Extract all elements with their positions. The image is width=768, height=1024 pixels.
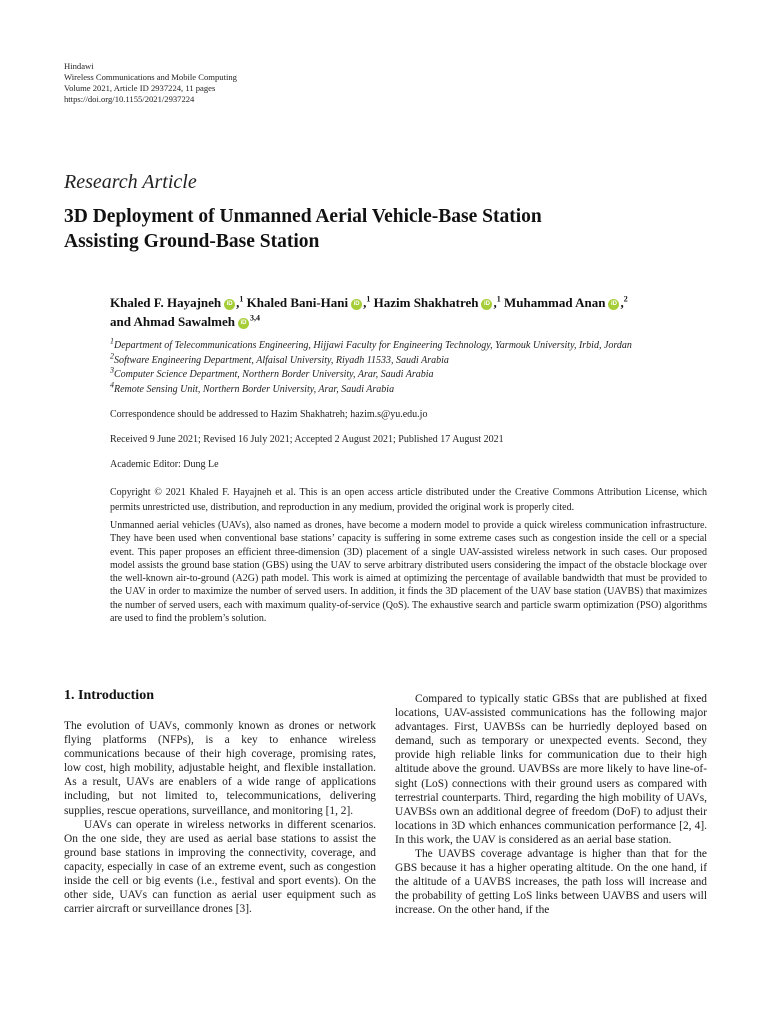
affiliation-text: Department of Telecommunications Engineering, Hijjawi Faculty for Engineering Technology, Yarmouk University, Irbid, Jordan — [114, 340, 632, 351]
author-name[interactable]: Khaled Bani-Hani — [246, 295, 349, 310]
body-paragraph: UAVs can operate in wireless networks in different scenarios. On the one side, they are used as aerial base stations to assist the ground base stations in improving the connectivity, coverage, and capacity, especially in case of an extreme event, such as congestion inside the cell or big events (i.e., festival and sport events). On the other side, UAVs can function as aerial user equipment such as carrier aircraft or surveillance drones [3]. — [64, 818, 376, 916]
affiliations — [110, 336, 720, 397]
affiliation-number: 1 — [110, 336, 114, 346]
author-separator: , — [493, 295, 497, 310]
affiliation-number: 3 — [110, 365, 114, 375]
affiliation-text: Computer Science Department, Northern Border University, Arar, Saudi Arabia — [114, 369, 434, 381]
orcid-icon[interactable]: iD — [224, 299, 235, 310]
orcid-icon[interactable]: iD — [481, 299, 492, 310]
section-heading: 1. Introduction — [64, 688, 154, 703]
affiliation-text: Software Engineering Department, Alfaisal University, Riyadh 11533, Saudi Arabia — [114, 354, 449, 366]
orcid-icon[interactable]: iD — [238, 318, 249, 329]
journal-header — [64, 61, 237, 105]
author-name[interactable]: Muhammad Anan — [503, 295, 606, 310]
affiliation-item — [110, 351, 720, 369]
article-title — [64, 204, 714, 254]
author-name[interactable]: Hazim Shakhatreh — [373, 295, 479, 310]
doi-link[interactable]: https://doi.org/10.1155/2021/2937224 — [64, 94, 195, 104]
author-affil-sup: 1 — [496, 294, 501, 304]
academic-editor: Academic Editor: Dung Le — [110, 459, 219, 470]
article-type: Research Article — [64, 171, 197, 193]
body-paragraph: The evolution of UAVs, commonly known as drones or network flying platforms (NFPs), is a key to enhance wireless communications because of their high coverage, promising rates, low cost, high mobility, adjustable height, and flexible installation. As a result, UAVs are enablers of a wide range of applications including, but not limited to, telecommunications, delivering supplies, rescue operations, surveillance, and monitoring [1, 2]. — [64, 720, 376, 817]
right-column — [395, 692, 707, 918]
affiliation-text: Remote Sensing Unit, Northern Border University, Arar, Saudi Arabia — [114, 383, 395, 395]
body-paragraph: Compared to typically static GBSs that are published at fixed locations, UAV-assisted communications has the following major advantages. First, UAVBSs can be hurriedly deployed based on demand, such as temporary or unexpected events. Second, they provide high reliable links for communication due to their high altitude above the ground. UAVBSs are more likely to have line-of-sight (LoS) connections with their ground users as compared with terrestrial counterparts. Third, regarding the high mobility of UAVs, UAVBSs own an additional degree of freedom (DoF) to adjust their locations in 3D which enhances communication performance [2, 4]. In this work, the UAV is considered as an aerial base station. — [395, 693, 707, 846]
author-and: and — [110, 314, 131, 329]
title-line-2: Assisting Ground-Base Station — [64, 231, 320, 252]
author-affil-sup: 1 — [239, 294, 244, 304]
affiliation-item — [110, 365, 720, 383]
left-column — [64, 719, 376, 916]
author-name[interactable]: Ahmad Sawalmeh — [133, 314, 236, 329]
author-affil-sup: 1 — [366, 294, 371, 304]
body-paragraph: The UAVBS coverage advantage is higher than that for the GBS because it has a higher operating altitude. On the one hand, if the altitude of a UAVBS increases, the path loss will increase and the probability of getting LoS links between UAVBS and users will increase. On the other hand, if the — [395, 848, 707, 917]
author-name[interactable]: Khaled F. Hayajneh — [110, 295, 222, 310]
journal-name: Wireless Communications and Mobile Computing — [64, 72, 237, 82]
affiliation-item — [110, 336, 720, 354]
copyright-notice: Copyright © 2021 Khaled F. Hayajneh et al. This is an open access article distributed under the Creative Commons Attribution License, which permits unrestricted use, distribution, and reproduction in any medium, provided the original work is properly cited. — [110, 487, 707, 513]
affiliation-number: 2 — [110, 351, 114, 361]
author-separator: , — [236, 295, 240, 310]
author-affil-sup: 2 — [623, 294, 628, 304]
author-list — [110, 293, 720, 331]
correspondence-line: Correspondence should be addressed to Hazim Shakhatreh; hazim.s@yu.edu.jo — [110, 409, 428, 420]
orcid-icon[interactable]: iD — [608, 299, 619, 310]
dates-line: Received 9 June 2021; Revised 16 July 2021; Accepted 2 August 2021; Published 17 August 2021 — [110, 434, 504, 445]
affiliation-item — [110, 380, 720, 398]
title-line-1: 3D Deployment of Unmanned Aerial Vehicle-Base Station — [64, 206, 542, 227]
orcid-icon[interactable]: iD — [351, 299, 362, 310]
publisher-name: Hindawi — [64, 61, 94, 71]
author-affil-sup: 3,4 — [250, 313, 261, 323]
affiliation-number: 4 — [110, 380, 114, 390]
author-separator: , — [620, 295, 624, 310]
author-separator: , — [363, 295, 367, 310]
volume-info: Volume 2021, Article ID 2937224, 11 pages — [64, 83, 216, 93]
abstract: Unmanned aerial vehicles (UAVs), also named as drones, have become a modern model to provide a quick wireless communication infrastructure. They have been used when conventional base stations’ capacity is suffering in some extreme cases such as congestion inside the cell or a special event. This paper proposes an efficient three-dimension (3D) placement of a single UAV-assisted wireless network in such cases. Our proposed model assists the ground base station (GBS) using the UAV to serve arbitrary distributed users considering the impact of the obstacle blockage over the well-known air-to-ground (A2G) path model. This work is aimed at optimizing the percentage of available bandwidth that must be provided to the UAV in order to maximize the number of served users. In addition, it finds the 3D placement of the UAV base station (UAVBS) that maximizes the number of served users, each with maximum quality-of-service (QoS). The exhaustive search and particle swarm optimization (PSO) algorithms are used to find the problem’s solution. — [110, 520, 707, 625]
